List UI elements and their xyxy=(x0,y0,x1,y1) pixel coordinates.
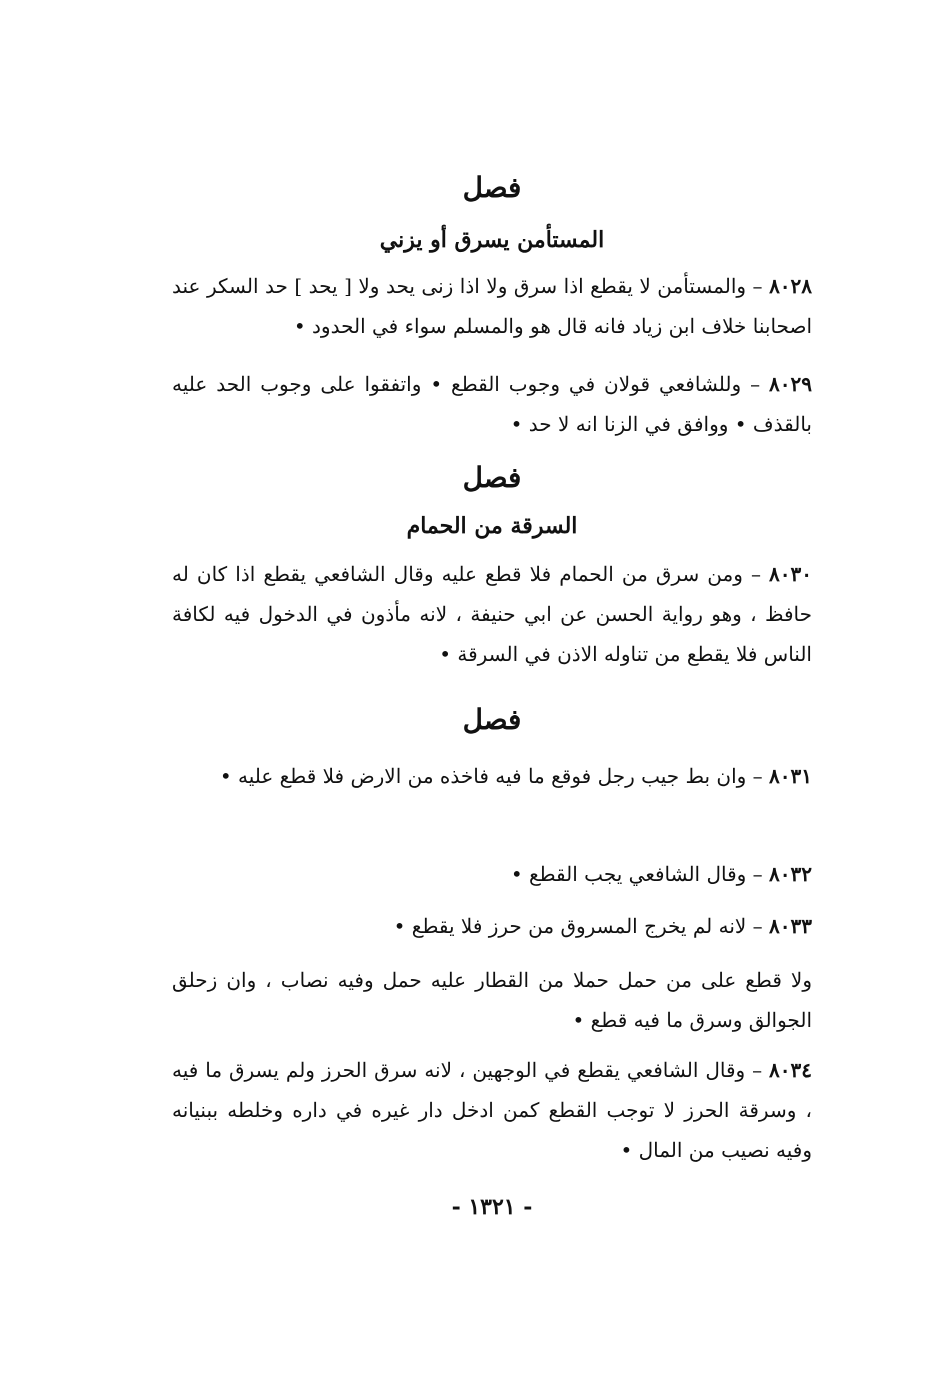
paragraph-text: وان بط جيب رجل فوقع ما فيه فاخذه من الارض فلا قطع عليه • xyxy=(219,764,747,788)
dash: – xyxy=(746,862,763,886)
dash: – xyxy=(746,274,763,298)
paragraph-text: وللشافعي قولان في وجوب القطع • واتفقوا على وجوب الحد عليه بالقذف • ووافق في الزنا انه لا حد • xyxy=(172,372,812,436)
dash: – xyxy=(745,1058,763,1082)
dash: – xyxy=(746,764,763,788)
subtitle-text: المستأمن يسرق أو يزني xyxy=(379,227,605,253)
section-heading-fasl xyxy=(172,700,812,740)
fasl-title: فصل xyxy=(462,461,522,494)
paragraph-text: ومن سرق من الحمام فلا قطع عليه وقال الشافعي يقطع اذا كان له حافظ ، وهو رواية الحسن عن ابي حنيفة ، لانه مأذون في الدخول فيه لكافة الناس فلا يقطع من تناوله الاذن في السرقة • xyxy=(172,562,812,666)
paragraph-8031 xyxy=(172,756,812,796)
paragraph-8033 xyxy=(172,906,812,946)
subtitle-text: السرقة من الحمام xyxy=(406,513,578,539)
paragraph-8028 xyxy=(172,266,812,346)
paragraph-text: وقال الشافعي يقطع في الوجهين ، لانه سرق الحرز ولم يسرق ما فيه ، وسرقة الحرز لا توجب القطع كمن ادخل دار غيره في داره وخلطه ببنيانه وفيه نصيب من المال • xyxy=(172,1058,813,1162)
paragraph-text: ولا قطع على من حمل حملا من القطار عليه حمل وفيه نصاب ، وان زحلق الجوالق وسرق ما فيه قطع • xyxy=(172,968,812,1032)
fasl-title: فصل xyxy=(462,703,522,736)
page-number xyxy=(172,1192,812,1222)
paragraph-number: ٨٠٣٢ xyxy=(769,862,812,886)
dash: – xyxy=(741,372,761,396)
paragraph-number: ٨٠٢٩ xyxy=(769,372,813,396)
paragraph-number: ٨٠٣١ xyxy=(769,764,812,788)
paragraph-number: ٨٠٢٨ xyxy=(769,274,813,298)
paragraph-8029 xyxy=(172,364,812,444)
paragraph-8034 xyxy=(172,1050,812,1170)
dash: – xyxy=(746,914,763,938)
paragraph-number: ٨٠٣٣ xyxy=(769,914,812,938)
paragraph-8032 xyxy=(172,854,812,894)
paragraph-text: وقال الشافعي يجب القطع • xyxy=(510,862,747,886)
section-subtitle xyxy=(172,222,812,258)
page-number-text: - ١٣٢١ - xyxy=(451,1194,533,1220)
dash: – xyxy=(742,562,761,586)
paragraph-number: ٨٠٣٠ xyxy=(769,562,813,586)
section-heading-fasl xyxy=(172,458,812,498)
paragraph-unnumbered xyxy=(172,960,812,1040)
fasl-title: فصل xyxy=(462,171,522,204)
section-subtitle xyxy=(172,508,812,544)
paragraph-8030 xyxy=(172,554,812,674)
paragraph-text: لانه لم يخرج المسروق من حرز فلا يقطع • xyxy=(393,914,747,938)
section-heading-fasl xyxy=(172,168,812,208)
paragraph-text: والمستأمن لا يقطع اذا سرق ولا اذا زنى يحد ولا [ يحد ] حد السكر عند اصحابنا خلاف ابن زياد فانه قال هو والمسلم سواء في الحدود • xyxy=(172,274,812,338)
paragraph-number: ٨٠٣٤ xyxy=(769,1058,813,1082)
